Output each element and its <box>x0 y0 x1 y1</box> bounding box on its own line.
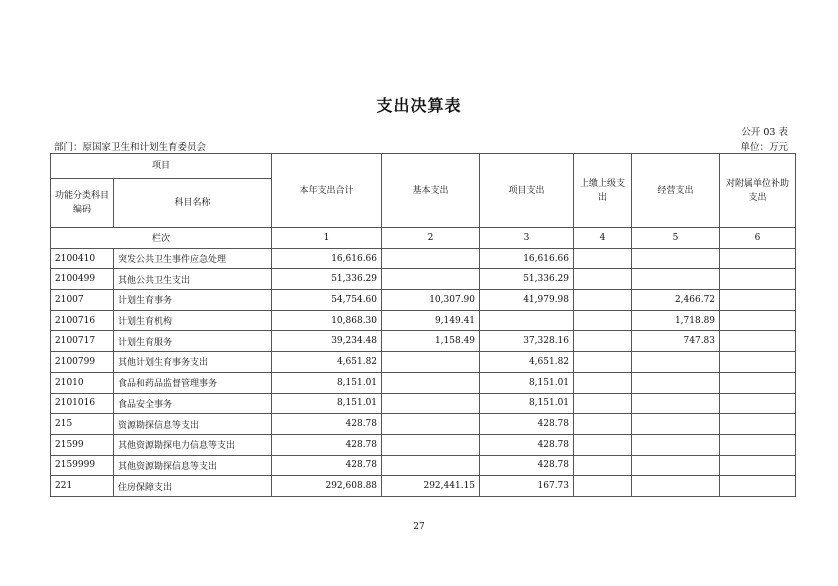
cell-subsidy <box>720 269 796 290</box>
cell-business <box>632 352 720 373</box>
header-total: 本年支出合计 <box>272 154 382 228</box>
header-basic: 基本支出 <box>382 154 480 228</box>
cell-total: 39,234.48 <box>272 331 382 352</box>
cell-upper <box>574 248 632 269</box>
cell-upper <box>574 393 632 414</box>
cell-upper <box>574 269 632 290</box>
cell-upper <box>574 352 632 373</box>
cell-upper <box>574 414 632 435</box>
cell-business: 747.83 <box>632 331 720 352</box>
cell-code: 221 <box>51 476 114 497</box>
cell-business: 1,718.89 <box>632 310 720 331</box>
table-row <box>51 331 796 352</box>
cell-code: 2100717 <box>51 331 114 352</box>
department-label: 部门：原国家卫生和计划生育委员会 <box>54 142 207 153</box>
cell-total: 4,651.82 <box>272 352 382 373</box>
cell-upper <box>574 310 632 331</box>
cell-basic <box>382 414 480 435</box>
cell-business <box>632 476 720 497</box>
table-row <box>51 476 796 497</box>
cell-name: 资源勘探信息等支出 <box>114 414 272 435</box>
cell-name: 计划生育机构 <box>114 310 272 331</box>
cell-project: 428.78 <box>480 434 574 455</box>
cell-code: 2101016 <box>51 393 114 414</box>
cell-project <box>480 310 574 331</box>
cell-total: 16,616.66 <box>272 248 382 269</box>
cell-subsidy <box>720 393 796 414</box>
cell-code: 2100410 <box>51 248 114 269</box>
cell-code: 2100799 <box>51 352 114 373</box>
cell-basic <box>382 434 480 455</box>
cell-business <box>632 269 720 290</box>
cell-business <box>632 248 720 269</box>
cell-upper <box>574 434 632 455</box>
page-number: 27 <box>413 522 425 532</box>
header-upper: 上缴上级支出 <box>574 154 632 228</box>
cell-subsidy <box>720 372 796 393</box>
cell-upper <box>574 476 632 497</box>
cell-subsidy <box>720 331 796 352</box>
table-row <box>51 434 796 455</box>
cell-business <box>632 434 720 455</box>
cell-total: 51,336.29 <box>272 269 382 290</box>
cell-total: 428.78 <box>272 455 382 476</box>
cell-project: 4,651.82 <box>480 352 574 373</box>
cell-subsidy <box>720 414 796 435</box>
cell-total: 428.78 <box>272 414 382 435</box>
expenditure-table <box>50 153 796 497</box>
table-row <box>51 352 796 373</box>
cell-total: 54,754.60 <box>272 290 382 311</box>
table-row <box>51 414 796 435</box>
header-code: 功能分类科目编码 <box>51 179 114 228</box>
table-row <box>51 455 796 476</box>
col-index-label: 栏次 <box>51 228 272 249</box>
cell-name: 计划生育事务 <box>114 290 272 311</box>
col-index-1: 1 <box>272 228 382 249</box>
cell-name: 住房保障支出 <box>114 476 272 497</box>
cell-code: 215 <box>51 414 114 435</box>
cell-business <box>632 455 720 476</box>
cell-code: 21599 <box>51 434 114 455</box>
header-name: 科目名称 <box>114 179 272 228</box>
cell-business <box>632 393 720 414</box>
col-index-2: 2 <box>382 228 480 249</box>
cell-name: 其他资源勘探信息等支出 <box>114 455 272 476</box>
col-index-3: 3 <box>480 228 574 249</box>
cell-business <box>632 372 720 393</box>
cell-project: 37,328.16 <box>480 331 574 352</box>
cell-subsidy <box>720 455 796 476</box>
form-number: 公开 03 表 <box>741 127 788 138</box>
table-row <box>51 269 796 290</box>
cell-project: 8,151.01 <box>480 393 574 414</box>
cell-name: 计划生育服务 <box>114 331 272 352</box>
cell-code: 21010 <box>51 372 114 393</box>
cell-upper <box>574 331 632 352</box>
table-row <box>51 393 796 414</box>
table-row <box>51 372 796 393</box>
cell-basic <box>382 455 480 476</box>
cell-subsidy <box>720 248 796 269</box>
cell-upper <box>574 372 632 393</box>
table-row <box>51 290 796 311</box>
cell-name: 其他资源勘探电力信息等支出 <box>114 434 272 455</box>
cell-basic <box>382 248 480 269</box>
cell-project: 41,979.98 <box>480 290 574 311</box>
cell-name: 食品和药品监督管理事务 <box>114 372 272 393</box>
cell-business: 2,466.72 <box>632 290 720 311</box>
cell-total: 292,608.88 <box>272 476 382 497</box>
cell-upper <box>574 290 632 311</box>
cell-basic: 292,441.15 <box>382 476 480 497</box>
cell-code: 2100716 <box>51 310 114 331</box>
cell-project: 8,151.01 <box>480 372 574 393</box>
cell-business <box>632 414 720 435</box>
cell-basic: 1,158.49 <box>382 331 480 352</box>
cell-basic <box>382 269 480 290</box>
unit-label: 单位：万元 <box>740 142 788 153</box>
cell-subsidy <box>720 434 796 455</box>
cell-basic <box>382 393 480 414</box>
cell-name: 其他公共卫生支出 <box>114 269 272 290</box>
header-item: 项目 <box>51 154 272 179</box>
cell-basic: 10,307.90 <box>382 290 480 311</box>
header-subsidy: 对附属单位补助支出 <box>720 154 796 228</box>
cell-total: 10,868.30 <box>272 310 382 331</box>
cell-total: 428.78 <box>272 434 382 455</box>
col-index-4: 4 <box>574 228 632 249</box>
table-row <box>51 310 796 331</box>
cell-code: 21007 <box>51 290 114 311</box>
cell-subsidy <box>720 310 796 331</box>
cell-subsidy <box>720 290 796 311</box>
cell-basic: 9,149.41 <box>382 310 480 331</box>
table-row <box>51 248 796 269</box>
cell-project: 16,616.66 <box>480 248 574 269</box>
cell-code: 2100499 <box>51 269 114 290</box>
cell-total: 8,151.01 <box>272 372 382 393</box>
page-title: 支出决算表 <box>376 96 462 115</box>
header-project: 项目支出 <box>480 154 574 228</box>
cell-basic <box>382 372 480 393</box>
header-business: 经营支出 <box>632 154 720 228</box>
cell-name: 食品安全事务 <box>114 393 272 414</box>
cell-project: 428.78 <box>480 455 574 476</box>
cell-project: 167.73 <box>480 476 574 497</box>
cell-subsidy <box>720 476 796 497</box>
cell-subsidy <box>720 352 796 373</box>
cell-basic <box>382 352 480 373</box>
cell-code: 2159999 <box>51 455 114 476</box>
cell-total: 8,151.01 <box>272 393 382 414</box>
cell-name: 突发公共卫生事件应急处理 <box>114 248 272 269</box>
cell-upper <box>574 455 632 476</box>
cell-name: 其他计划生育事务支出 <box>114 352 272 373</box>
cell-project: 428.78 <box>480 414 574 435</box>
col-index-5: 5 <box>632 228 720 249</box>
cell-project: 51,336.29 <box>480 269 574 290</box>
col-index-6: 6 <box>720 228 796 249</box>
